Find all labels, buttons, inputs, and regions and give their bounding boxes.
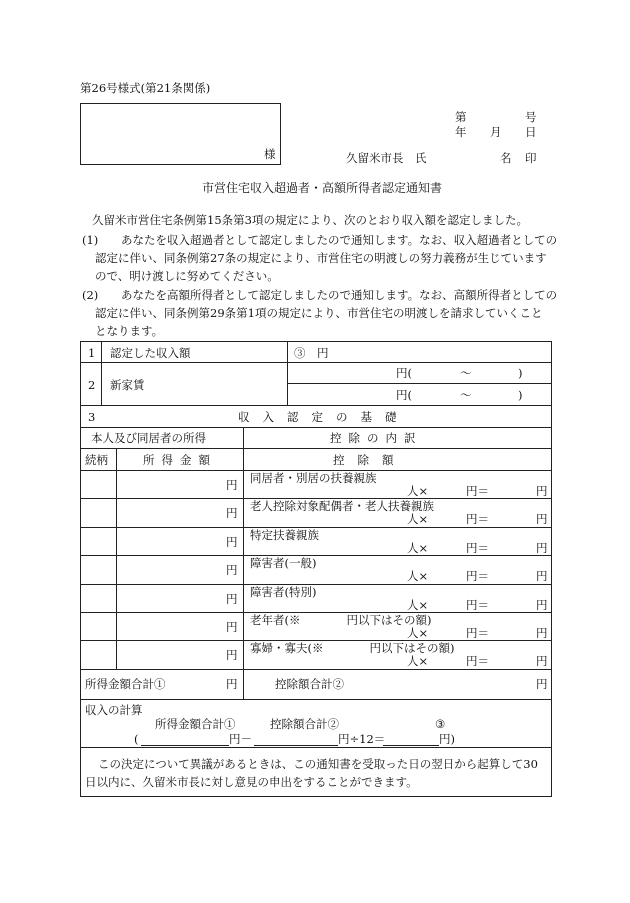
- deduction-amount-yen: 円: [536, 654, 548, 668]
- calc-blank-income: [141, 745, 229, 746]
- deduction-amount-yen: 円: [536, 569, 548, 583]
- deduction-amount-yen: 円: [536, 541, 548, 555]
- deduction-persons: 人×: [407, 484, 429, 498]
- deduction-label: 老人控除対象配偶者・老人扶養親族: [250, 499, 434, 513]
- row1-value: ③ 円: [294, 346, 329, 360]
- deduction-persons: 人×: [407, 626, 429, 640]
- item-2-line-1: あなたを高額所得者として認定しましたので通知します。なお、高額所得者としての: [121, 288, 558, 302]
- item-2-line-2: 認定に伴い、同条例第29条第1項の規定により、市営住宅の明渡しを請求していくこと: [95, 306, 543, 320]
- row3-number: 3: [88, 410, 96, 424]
- deduction-unit: 円＝: [466, 654, 489, 668]
- income-yen: 円: [226, 592, 238, 606]
- issuer-name: 久留米市長 氏: [346, 151, 427, 165]
- calc-label-result: ③: [435, 717, 446, 731]
- deduction-amount-yen: 円: [536, 626, 548, 640]
- calc-part2: 円÷12＝: [338, 732, 386, 746]
- issuer-mei: 名: [500, 151, 512, 165]
- row1-number: 1: [88, 346, 96, 360]
- item-2-number: (2): [82, 288, 99, 302]
- form-number: 第26号様式(第21条関係): [80, 81, 211, 95]
- rent-close-1: ): [518, 366, 523, 380]
- rent-tilde-1: ～: [460, 366, 472, 380]
- deduction-unit: 円＝: [466, 484, 489, 498]
- addressee-box: [80, 103, 281, 165]
- date-year: 年: [455, 125, 467, 139]
- income-yen: 円: [226, 620, 238, 634]
- deduction-unit: 円＝: [466, 626, 489, 640]
- income-yen: 円: [226, 648, 238, 662]
- item-1-line-1: あなたを収入超過者として認定しましたので通知します。なお、収入超過者としての: [121, 233, 558, 247]
- income-total-yen: 円: [226, 677, 238, 691]
- income-yen: 円: [226, 506, 238, 520]
- deduction-header: 控除の内訳: [330, 431, 423, 445]
- deduction-label: 寡婦・寡夫(※ 円以下はその額): [250, 641, 455, 655]
- row2-label: 新家賃: [110, 378, 145, 392]
- date-month: 月: [490, 125, 502, 139]
- deduction-amount-yen: 円: [536, 484, 548, 498]
- document-title: 市営住宅収入超過者・高額所得者認定通知書: [202, 181, 443, 195]
- deduction-persons: 人×: [407, 512, 429, 526]
- intro-text: 久留米市営住宅条例第15条第3項の規定により、次のとおり収入額を認定しました。: [92, 213, 528, 227]
- col-relation: 続柄: [85, 453, 108, 467]
- number-go: 号: [525, 110, 537, 124]
- deduction-label: 同居者・別居の扶養親族: [250, 471, 377, 485]
- deduction-persons: 人×: [407, 541, 429, 555]
- deduction-persons: 人×: [407, 569, 429, 583]
- addressee-honorific: 様: [264, 147, 276, 161]
- income-yen: 円: [226, 563, 238, 577]
- row1-label: 認定した収入額: [110, 346, 191, 360]
- deduction-label: 老年者(※ 円以下はその額): [250, 613, 432, 627]
- number-dai: 第: [455, 110, 467, 124]
- deduction-label: 特定扶養親族: [250, 528, 319, 542]
- calc-blank-deduction: [254, 745, 338, 746]
- row3-label: 収入認定の基礎: [238, 410, 410, 424]
- income-header: 本人及び同居者の所得: [91, 431, 206, 445]
- row2-number: 2: [88, 378, 96, 392]
- item-1-line-2: 認定に伴い、同条例第27条の規定により、市営住宅の明渡しの努力義務が生じています: [95, 251, 547, 265]
- deduction-unit: 円＝: [466, 512, 489, 526]
- item-1-number: (1): [82, 233, 99, 247]
- calc-title: 収入の計算: [85, 703, 143, 717]
- issuer-seal: 印: [525, 151, 537, 165]
- item-1-line-3: ので、明け渡しに努めてください。: [95, 269, 279, 283]
- notice-line-1: この決定について異議があるときは、この通知書を受取った日の翌日から起算して30: [98, 757, 538, 771]
- deduction-unit: 円＝: [466, 598, 489, 612]
- rent-tilde-2: ～: [460, 388, 472, 402]
- income-yen: 円: [226, 478, 238, 492]
- rent-close-2: ): [518, 388, 523, 402]
- deduction-persons: 人×: [407, 654, 429, 668]
- deduction-amount-yen: 円: [536, 598, 548, 612]
- deduction-total-yen: 円: [536, 677, 548, 691]
- deduction-unit: 円＝: [466, 569, 489, 583]
- calc-label-deduction: 控除額合計②: [270, 717, 339, 731]
- deduction-total-label: 控除額合計②: [275, 677, 344, 691]
- deduction-label: 障害者(特別): [250, 585, 317, 599]
- notice-line-2: 日以内に、久留米市長に対し意見の申出をすることができます。: [85, 775, 418, 789]
- calc-part1: 円－: [229, 732, 252, 746]
- calc-open-paren: (: [134, 732, 139, 746]
- deduction-unit: 円＝: [466, 541, 489, 555]
- deduction-persons: 人×: [407, 598, 429, 612]
- income-yen: 円: [226, 535, 238, 549]
- col-income: 所得金額: [143, 453, 217, 467]
- date-day: 日: [525, 125, 537, 139]
- deduction-amount-yen: 円: [536, 512, 548, 526]
- calc-part3: 円): [439, 732, 455, 746]
- calc-label-income: 所得金額合計①: [155, 717, 236, 731]
- col-deduction: 控除額: [333, 453, 407, 467]
- rent-yen-2: 円(: [396, 388, 412, 402]
- item-2-line-3: となります。: [95, 324, 164, 338]
- calc-blank-result: [383, 745, 439, 746]
- deduction-label: 障害者(一般): [250, 556, 317, 570]
- rent-yen-1: 円(: [396, 366, 412, 380]
- income-total-label: 所得金額合計①: [85, 677, 166, 691]
